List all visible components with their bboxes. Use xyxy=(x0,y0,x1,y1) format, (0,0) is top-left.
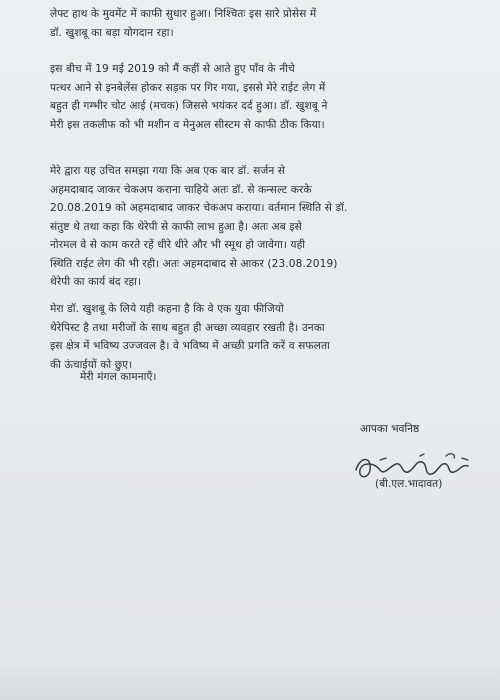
paragraph-3: मेरे द्वारा यह उचित समझा गया कि अब एक बार डॉ. सर्जन से अहमदाबाद जाकर चेकअप कराना चाहिये अतः डॉ. से कन्सल्ट करके 20.08.2019 को अहमदाबाद जाकर चेकअप कराया। वर्तमान स्थिति से डॉ. संतुष्ट थे तथा कहा कि थेरेपी से काफी लाभ हुआ है। अतः अब इसे नोरमल वे से काम करते रहें धीरे धीरे और भी स्मूथ हो जावेगा। यही स्थिति राईट लेग की भी रही। अतः अहमदाबाद से आकर (23.08.2019) थेरेपी का कार्य बंद रहा। xyxy=(50,165,348,288)
closing-wishes: मेरी मंगल कामनाएँ। xyxy=(80,371,157,383)
signature-caption: आपका भवनिष्ठ xyxy=(360,423,420,435)
signer-name: (बी.एल.भादावत) xyxy=(375,478,443,490)
paragraph-2: इस बीच में 19 मई 2019 को मैं कहीं से आते हुए पाँव के नीचे पत्थर आने से इनबेलेंस होकर सड़क पर गिर गया, इससे मेरे राईट लेग में बहुत ही गम्भीर चोट आई (मचक) जिससे भयंकर दर्द हुआ। डॉ. खुशबू ने मेरी इस तकलीफ को भी मशीन व मेनुअल सीस्टम से काफी ठीक किया। xyxy=(50,63,328,131)
paragraph-1: लेफ्ट हाथ के मुवमेंट में काफी सुधार हुआ। निश्चितः इस सारे प्रोसेस में डॉ. खुशबू का बड़ा योगदान रहा। xyxy=(50,8,317,39)
paragraph-4: मेरा डॉ. खुशबू के लिये यही कहना है कि वे एक युवा फीजियो थेरेपिस्ट है तथा मरीजों के साथ बहुत ही अच्छा व्यवहार रखती है। उनका इस क्षेत्र में भविष्य उज्जवल है। वे भविष्य में अच्छी प्रगति करें व सफलता की ऊंचाईयों को छुए। xyxy=(50,303,330,371)
